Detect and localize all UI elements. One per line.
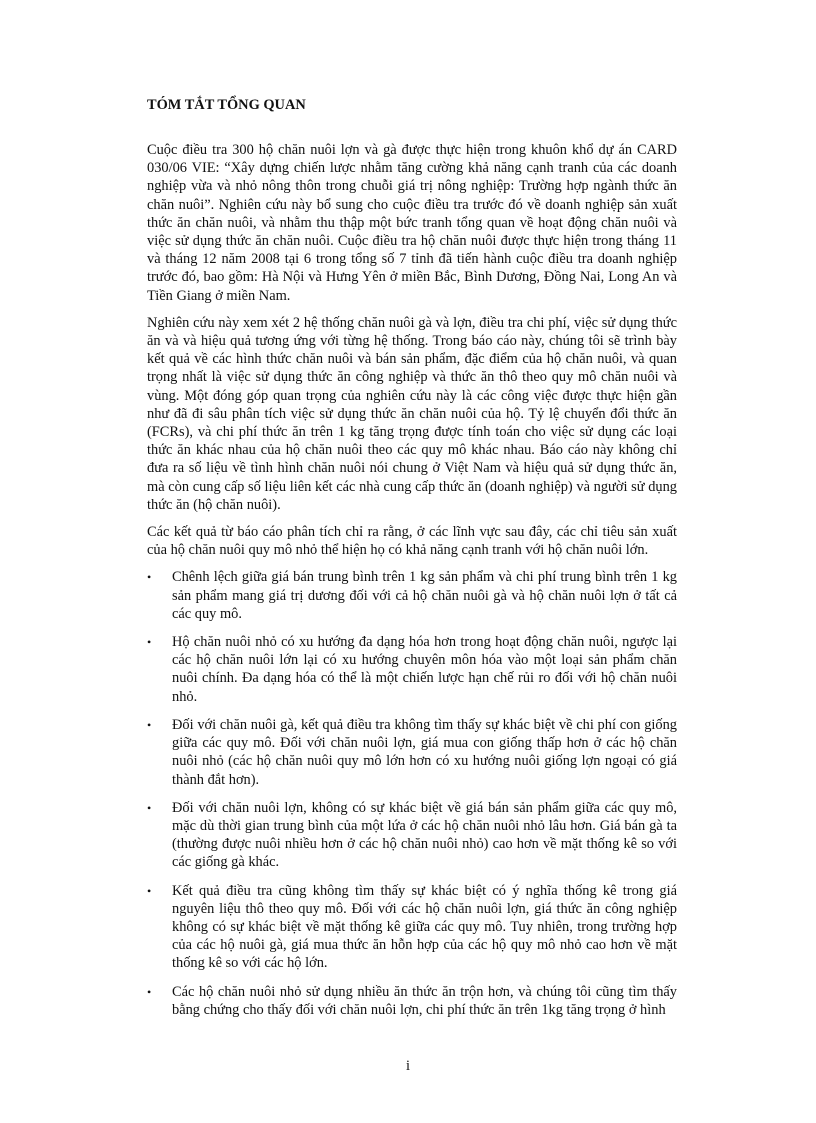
list-item — [147, 983, 677, 1019]
list-item-text: Hộ chăn nuôi nhỏ có xu hướng đa dạng hóa hơn trong hoạt động chăn nuôi, ngược lại các hộ chăn nuôi lớn lại có xu hướng chuyên môn hóa vào một loại sản phẩm chăn nuôi chính. Đa dạng hóa có thể là một chiến lược hạn chế rủi ro đối với hộ chăn nuôi nhỏ. — [172, 634, 677, 705]
list-item — [147, 568, 677, 623]
list-item — [147, 716, 677, 789]
paragraph-findings-intro: Các kết quả từ báo cáo phân tích chỉ ra rằng, ở các lĩnh vực sau đây, các chỉ tiêu sản xuất của hộ chăn nuôi quy mô nhỏ thể hiện họ có khả năng cạnh tranh với hộ chăn nuôi lớn. — [147, 524, 677, 559]
list-item-text: Các hộ chăn nuôi nhỏ sử dụng nhiều ăn thức ăn trộn hơn, và chúng tôi cũng tìm thấy bằng chứng cho thấy đối với chăn nuôi lợn, chi phí thức ăn trên 1kg tăng trọng ở hình — [172, 983, 677, 1018]
document-page — [147, 96, 677, 1029]
section-title: TÓM TẮT TỔNG QUAN — [147, 97, 306, 113]
list-item — [147, 799, 677, 872]
list-item-text: Kết quả điều tra cũng không tìm thấy sự khác biệt có ý nghĩa thống kê trong giá nguyên liệu thô theo quy mô. Đối với các hộ chăn nuôi lợn, giá thức ăn công nghiệp không có sự khác biệt về mặt thống kê giữa các quy mô. Tuy nhiên, trong trường hợp của các hộ nuôi gà, giá mua thức ăn hỗn hợp của các hộ quy mô nhỏ cao hơn về mặt thống kê so với các hộ lớn. — [172, 882, 677, 972]
list-item-text: Chênh lệch giữa giá bán trung bình trên 1 kg sản phẩm và chi phí trung bình trên 1 kg sản phẩm mang giá trị dương đối với cả hộ chăn nuôi gà và hộ chăn nuôi lợn ở tất cả các quy mô. — [172, 569, 677, 622]
bullet-icon: • — [147, 570, 152, 585]
list-item — [147, 882, 677, 973]
paragraph-scope: Nghiên cứu này xem xét 2 hệ thống chăn nuôi gà và lợn, điều tra chi phí, việc sử dụng thức ăn và và hiệu quả tương ứng với từng hệ thống. Trong báo cáo này, chúng tôi sẽ trình bày kết quả về các hình thức chăn nuôi và bán sản phẩm, đặc điểm của hộ chăn nuôi, và quan trọng nhất là việc sử dụng thức ăn công nghiệp và thức ăn thô theo quy mô chăn nuôi và vùng. Một đóng góp quan trọng của nghiên cứu này là các công việc được thực hiện gần như đã đi sâu phân tích việc sử dụng thức ăn chăn nuôi của hộ. Tỷ lệ chuyển đổi thức ăn (FCRs), và chi phí thức ăn trên 1 kg tăng trọng được tính toán cho việc sử dụng các loại thức ăn khác nhau của hộ chăn nuôi theo các quy mô khác nhau. Báo cáo này không chỉ đưa ra số liệu về tình hình chăn nuôi nói chung ở Việt Nam và hiệu quả sử dụng thức ăn, mà còn cung cấp số liệu liên kết các nhà cung cấp thức ăn (doanh nghiệp) và người sử dụng thức ăn (hộ chăn nuôi). — [147, 314, 677, 513]
page-number: i — [406, 1058, 410, 1074]
bullet-icon: • — [147, 984, 152, 999]
bullet-icon: • — [147, 883, 152, 898]
list-item — [147, 633, 677, 706]
bullet-icon: • — [147, 635, 152, 650]
list-item-text: Đối với chăn nuôi gà, kết quả điều tra không tìm thấy sự khác biệt về chi phí con giống giữa các quy mô. Đối với chăn nuôi lợn, giá mua con giống thấp hơn ở các hộ chăn nuôi nhỏ (các hộ chăn nuôi quy mô lớn hơn có xu hướng nuôi giống lợn ngoại có giá thành đắt hơn). — [172, 716, 677, 788]
bullet-icon: • — [147, 717, 152, 732]
list-item-text: Đối với chăn nuôi lợn, không có sự khác biệt về giá bán sản phẩm giữa các quy mô, mặc dù thời gian trung bình của một lứa ở các hộ chăn nuôi nhỏ lâu hơn. Giá bán gà ta (thường được nuôi nhiều hơn ở các hộ chăn nuôi nhỏ) cao hơn về mặt thống kê so với các giống gà khác. — [172, 799, 677, 871]
paragraph-intro: Cuộc điều tra 300 hộ chăn nuôi lợn và gà được thực hiện trong khuôn khổ dự án CARD 030/06 VIE: “Xây dựng chiến lược nhằm tăng cường khả năng cạnh tranh của các doanh nghiệp vừa và nhỏ nông thôn trong chuỗi giá trị nông nghiệp: Trường hợp ngành thức ăn chăn nuôi”. Nghiên cứu này bổ sung cho cuộc điều tra trước đó về doanh nghiệp sản xuất thức ăn chăn nuôi, và nhằm thu thập một bức tranh tổng quan về hoạt động chăn nuôi và việc sử dụng thức ăn chăn nuôi. Cuộc điều tra hộ chăn nuôi được thực hiện trong tháng 11 và tháng 12 năm 2008 tại 6 trong tổng số 7 tỉnh đã tiến hành cuộc điều tra doanh nghiệp trước đó, bao gồm: Hà Nội và Hưng Yên ở miền Bắc, Bình Dương, Đồng Nai, Long An và Tiền Giang ở miền Nam. — [147, 142, 677, 304]
bullet-icon: • — [147, 800, 152, 815]
findings-list — [147, 568, 677, 1018]
